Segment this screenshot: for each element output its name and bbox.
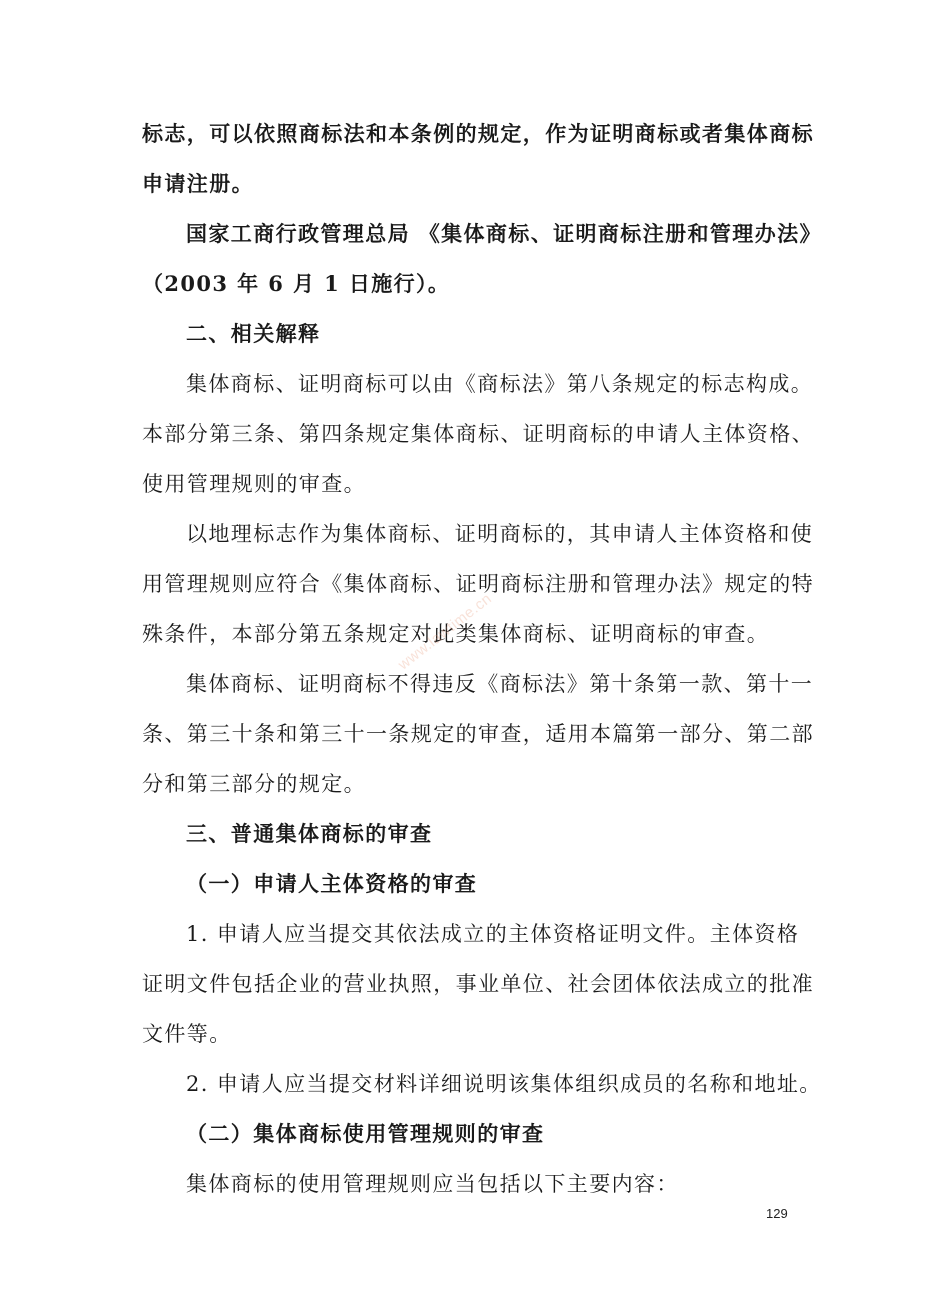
text-line: 集体商标、证明商标可以由《商标法》第八条规定的标志构成。	[186, 372, 814, 396]
text-line: 1. 申请人应当提交其依法成立的主体资格证明文件。主体资格	[186, 922, 800, 946]
text-line: 殊条件，本部分第五条规定对此类集体商标、证明商标的审查。	[142, 622, 770, 646]
text-line: 使用管理规则的审查。	[142, 472, 366, 496]
section-heading: 二、相关解释	[186, 321, 321, 346]
section-heading: 三、普通集体商标的审查	[186, 821, 433, 846]
text-line: 以地理标志作为集体商标、证明商标的，其申请人主体资格和使	[186, 522, 814, 546]
page-number: 129	[766, 1206, 788, 1221]
text-line: 2. 申请人应当提交材料详细说明该集体组织成员的名称和地址。	[186, 1072, 822, 1096]
text-line: 证明文件包括企业的营业执照，事业单位、社会团体依法成立的批准	[142, 972, 814, 996]
text-line: 本部分第三条、第四条规定集体商标、证明商标的申请人主体资格、	[142, 422, 814, 446]
text-line: （2003 年 6 月 1 日施行）。	[142, 271, 451, 296]
text-line: 国家工商行政管理总局 《集体商标、证明商标注册和管理办法》	[186, 221, 822, 246]
text-line: 申请注册。	[142, 171, 254, 196]
text-line: 用管理规则应符合《集体商标、证明商标注册和管理办法》规定的特	[142, 572, 814, 596]
text-line: 条、第三十条和第三十一条规定的审查，适用本篇第一部分、第二部	[142, 722, 814, 746]
text-line: 文件等。	[142, 1022, 232, 1046]
text-line: 分和第三部分的规定。	[142, 772, 366, 796]
subsection-heading: （二）集体商标使用管理规则的审查	[186, 1121, 545, 1146]
text-line: 集体商标、证明商标不得违反《商标法》第十条第一款、第十一	[186, 672, 814, 696]
subsection-heading: （一）申请人主体资格的审查	[186, 871, 478, 896]
watermark: www.lawtime.cn	[395, 589, 496, 674]
text-line: 集体商标的使用管理规则应当包括以下主要内容：	[186, 1172, 679, 1196]
text-line: 标志，可以依照商标法和本条例的规定，作为证明商标或者集体商标	[142, 121, 814, 146]
